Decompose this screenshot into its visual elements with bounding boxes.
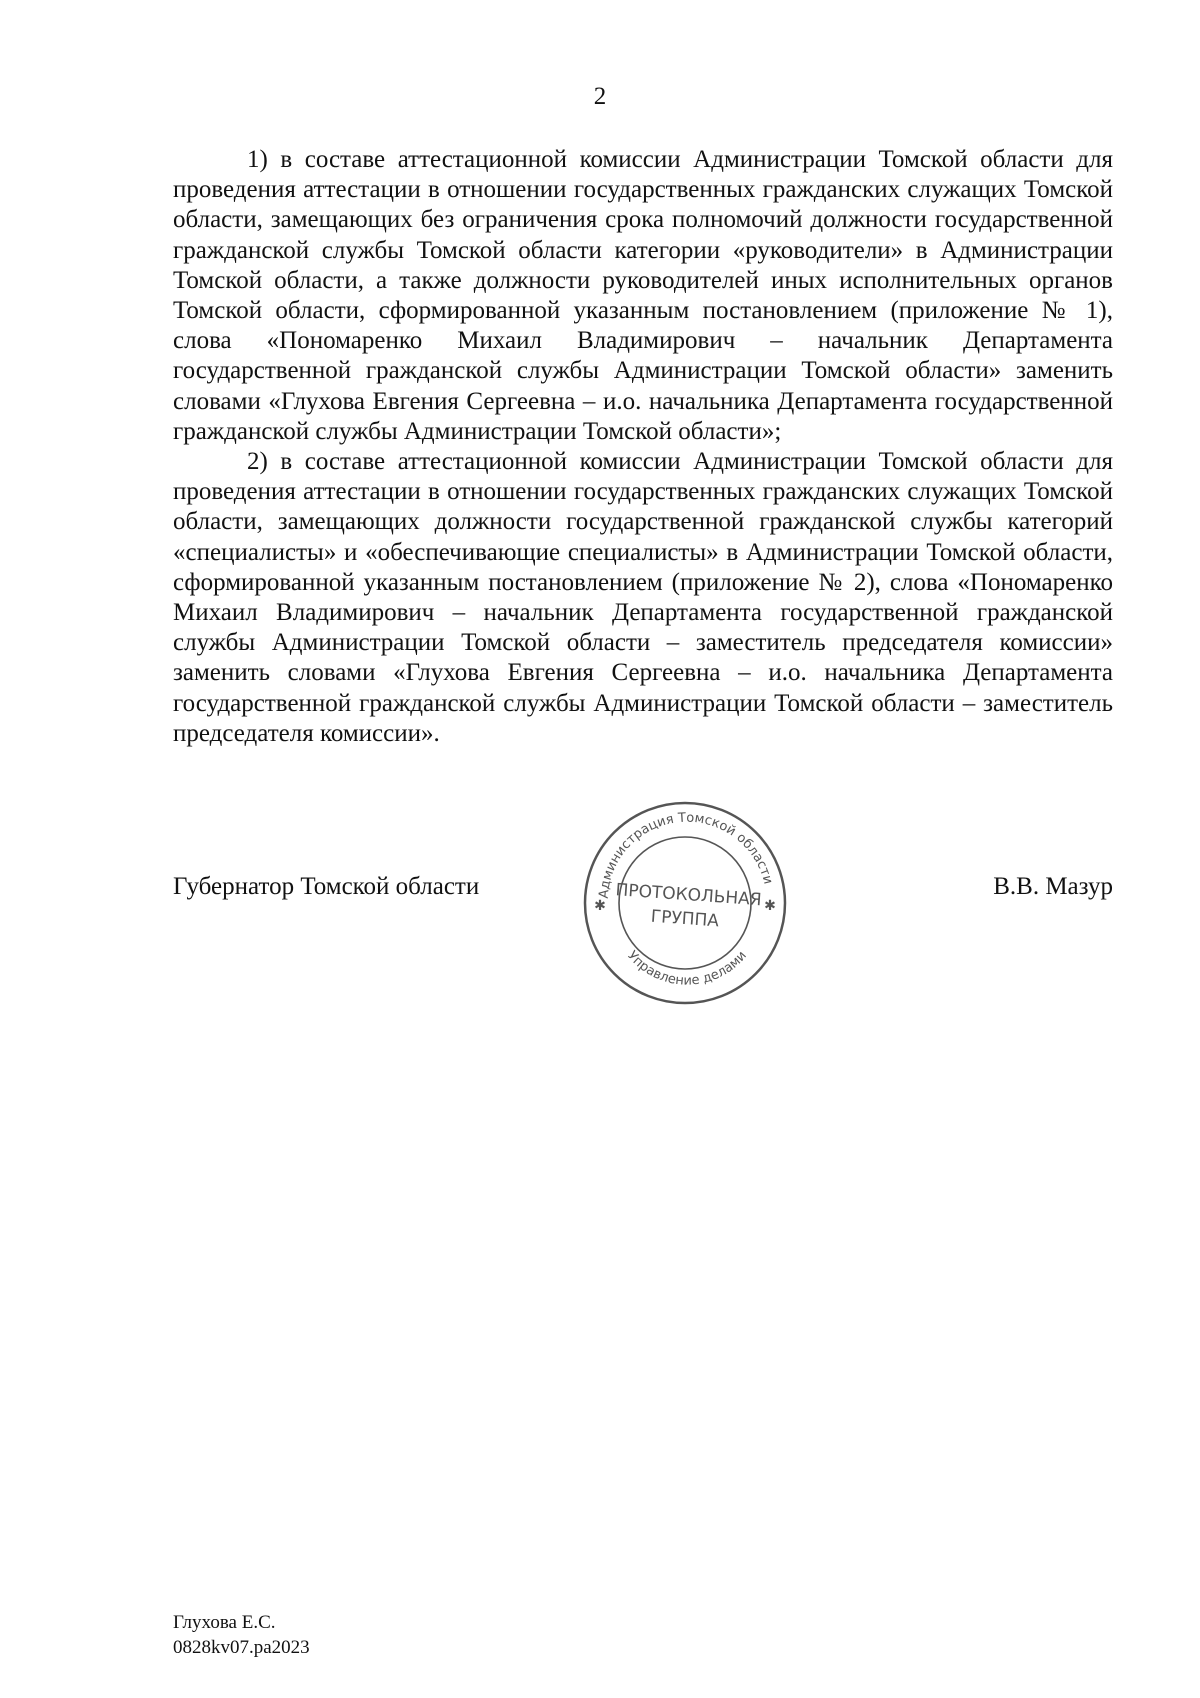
- signatory-name: В.В. Мазур: [993, 873, 1113, 900]
- stamp-right-star-icon: ✱: [764, 898, 776, 914]
- paragraph-1: 1) в составе аттестационной комиссии Администрации Томской области для проведения аттестации в отношении государственных гражданских служащих Томской области, замещающих без ограничения срока полномочий должности государственной гражданской службы Томской области категории «руководители» в Администрации Томской области, а также должности руководителей иных исполнительных органов Томской области, сформированной указанным постановлением (приложение № 1), слова «Пономаренко Михаил Владимирович – начальник Департамента государственной гражданской службы Администрации Томской области» заменить словами «Глухова Евгения Сергеевна – и.о. начальника Департамента государственной гражданской службы Администрации Томской области»;: [173, 146, 1113, 445]
- stamp-bottom-text: Управление делами: [624, 948, 750, 989]
- page-number: 2: [593, 83, 607, 110]
- stamp-inner-line-2: ГРУППА: [650, 906, 720, 932]
- document-body: [173, 145, 1113, 749]
- stamp-inner-line-1: ПРОТОКОЛЬНАЯ: [614, 880, 763, 911]
- official-stamp: [580, 798, 790, 1008]
- executor-name: Глухова Е.С.: [173, 1612, 276, 1633]
- document-footer: [173, 1610, 310, 1660]
- paragraph-2: 2) в составе аттестационной комиссии Администрации Томской области для проведения аттестации в отношении государственных гражданских служащих Томской области, замещающих должности государственной гражданской службы категорий «специалисты» и «обеспечивающие специалисты» в Администрации Томской области, сформированной указанным постановлением (приложение № 2), слова «Пономаренко Михаил Владимирович – начальник Департамента государственной гражданской службы Администрации Томской области – заместитель председателя комиссии» заменить словами «Глухова Евгения Сергеевна – и.о. начальника Департамента государственной гражданской службы Администрации Томской области – заместитель председателя комиссии».: [173, 448, 1113, 747]
- signatory-position: Губернатор Томской области: [173, 873, 480, 900]
- stamp-left-star-icon: ✱: [594, 898, 606, 914]
- stamp-top-text: Администрация Томской области: [596, 810, 776, 900]
- document-code: 0828kv07.pa2023: [173, 1637, 310, 1658]
